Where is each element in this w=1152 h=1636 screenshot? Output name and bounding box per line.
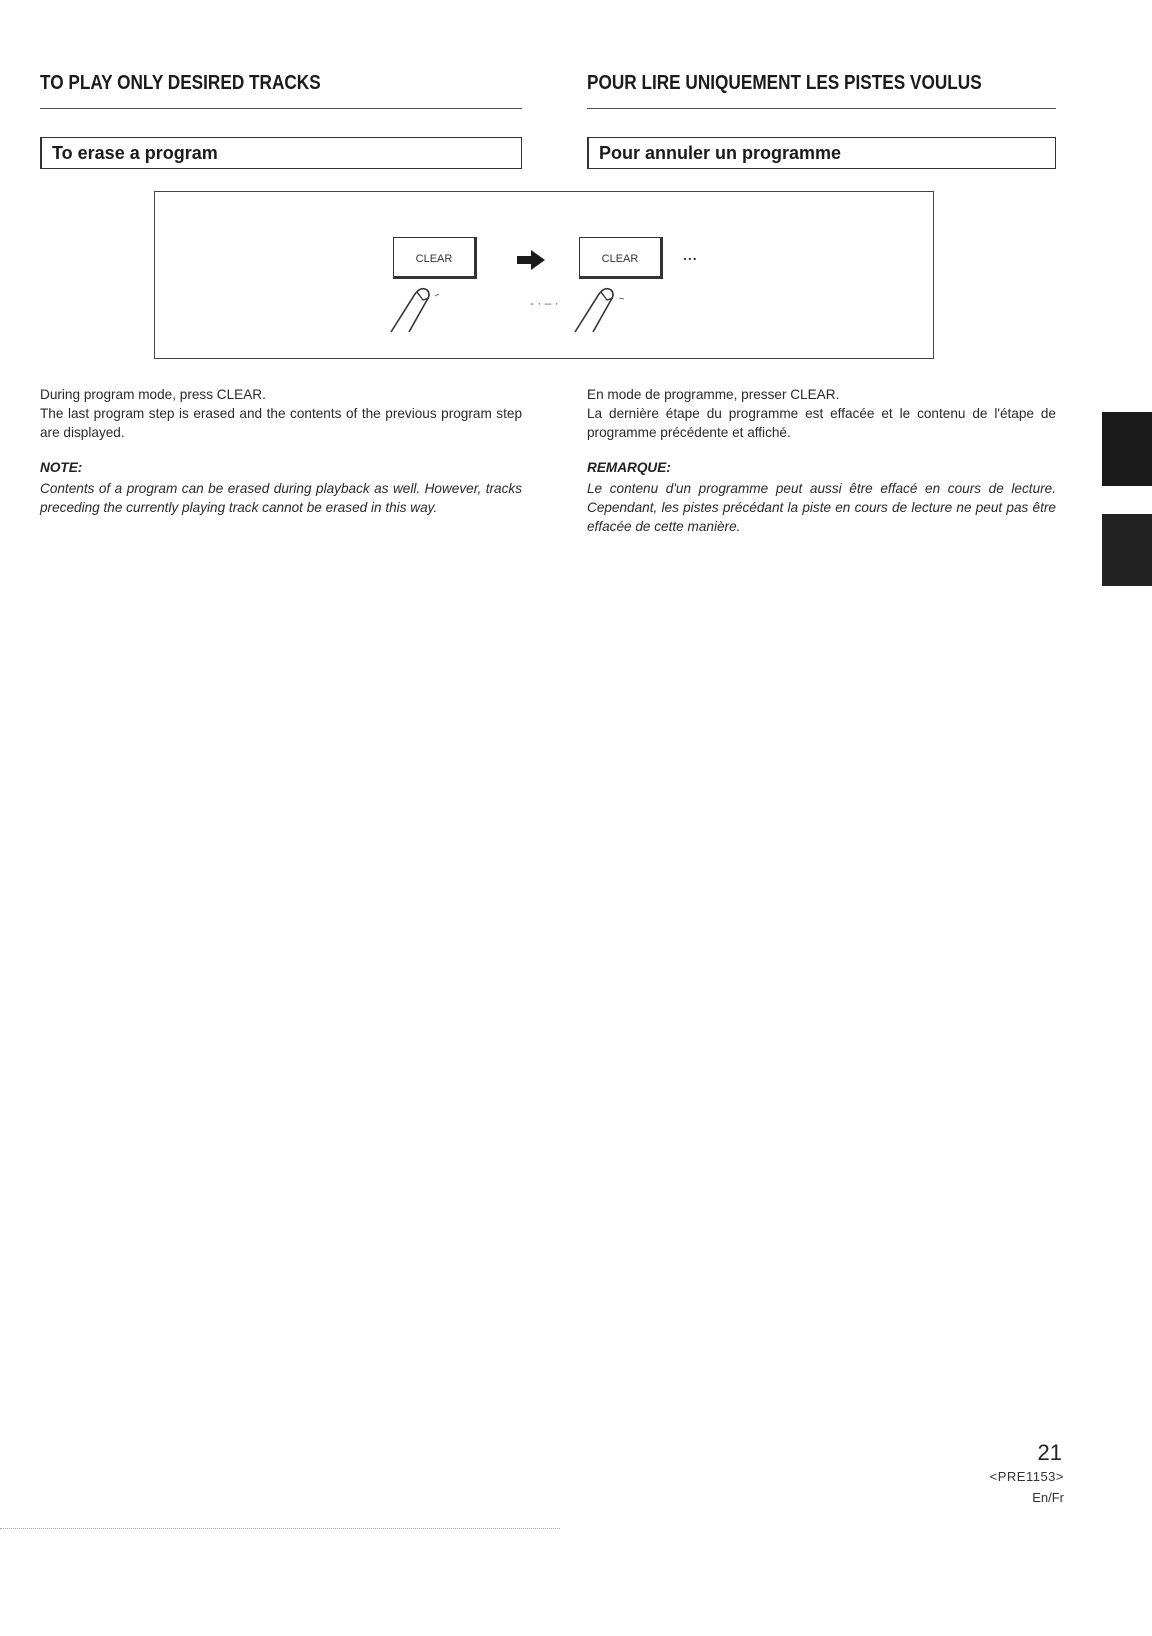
continuation-ellipsis: ... <box>683 247 698 263</box>
thumb-index-tab <box>1102 412 1152 486</box>
section-rule-fr <box>587 108 1056 109</box>
clear-key-1: CLEAR <box>393 237 477 279</box>
body-line-fr-1: En mode de programme, presser CLEAR. <box>587 387 840 402</box>
note-text-en: Contents of a program can be erased during playback as well. However, tracks preceding the currently playing track cannot be erased in this way. <box>40 481 522 515</box>
section-rule-en <box>40 108 522 109</box>
note-title-fr: REMARQUE: <box>587 460 671 475</box>
section-title-en: TO PLAY ONLY DESIRED TRACKS <box>40 72 321 94</box>
subsection-box-en <box>40 137 522 169</box>
note-title-en: NOTE: <box>40 460 83 475</box>
clear-button-diagram <box>154 191 934 359</box>
body-line-en-1: During program mode, press CLEAR. <box>40 387 266 402</box>
subsection-box-fr <box>587 137 1056 169</box>
document-code: <PRE1153> <box>989 1469 1064 1484</box>
page-number: 21 <box>1037 1440 1062 1465</box>
section-title-fr: POUR LIRE UNIQUEMENT LES PISTES VOULUS <box>587 72 982 94</box>
motion-dashes: - · – · <box>530 296 559 310</box>
subsection-title-en: To erase a program <box>52 143 218 163</box>
body-line-fr-2: La dernière étape du programme est effacée et le contenu de l'étape de programme précédente et affiché. <box>587 406 1056 440</box>
body-text-en <box>40 385 522 442</box>
pressing-finger-icon <box>385 284 455 334</box>
body-line-en-2: The last program step is erased and the contents of the previous program step are displayed. <box>40 406 522 440</box>
clear-key-2: CLEAR <box>579 237 663 279</box>
language-code: En/Fr <box>1032 1490 1064 1505</box>
subsection-title-fr: Pour annuler un programme <box>599 143 842 163</box>
pressing-finger-icon <box>569 284 639 334</box>
scan-artifact-line <box>0 1528 560 1529</box>
body-text-fr <box>587 385 1056 442</box>
right-arrow-icon <box>517 250 545 270</box>
note-text-fr: Le contenu d'un programme peut aussi être effacé en cours de lecture. Cependant, les pistes précédant la piste en cours de lecture ne peut pas être effacée de cette manière. <box>587 481 1056 534</box>
thumb-index-tab <box>1102 514 1152 586</box>
